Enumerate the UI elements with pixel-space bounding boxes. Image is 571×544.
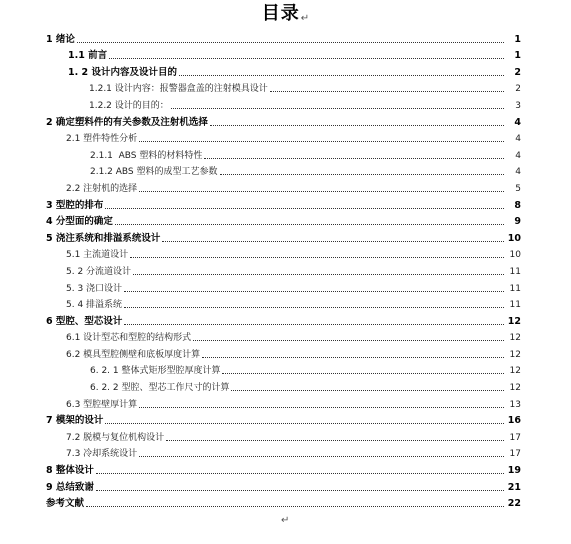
- document-title: 目录: [261, 3, 300, 24]
- toc-entry-title: 6.1 设计型芯和型腔的结构形式: [66, 333, 192, 344]
- dot-leader: [115, 224, 504, 225]
- dot-leader: [220, 174, 504, 175]
- toc-page-number: 19: [507, 465, 521, 477]
- toc-entry[interactable]: [0, 95, 571, 112]
- toc-entry-title: 5. 3 浇口设计: [66, 283, 123, 294]
- toc-page-number: 3: [515, 100, 521, 111]
- toc-entry-title: 5.1 主流道设计: [66, 250, 129, 261]
- toc-entry[interactable]: [0, 427, 571, 444]
- dot-leader: [105, 208, 504, 209]
- toc-entry-title: 6 型腔、型芯设计: [46, 315, 123, 327]
- toc-page-number: 12: [509, 349, 521, 360]
- paragraph-mark-icon: ↵: [281, 515, 290, 526]
- toc-entry[interactable]: [0, 477, 571, 494]
- toc-entry-title: 5. 2 分流道设计: [66, 266, 132, 277]
- title-row: [0, 2, 571, 28]
- toc-page-number: 12: [509, 383, 521, 394]
- dot-leader: [139, 456, 504, 457]
- toc-entry[interactable]: [0, 361, 571, 378]
- toc-entry[interactable]: [0, 377, 571, 394]
- toc-page-number: 5: [515, 183, 521, 194]
- toc-page-number: 1: [514, 50, 521, 62]
- toc-entry-title: 6.2 模具型腔侧壁和底板厚度计算: [66, 349, 201, 360]
- toc-page-number: 4: [515, 134, 521, 145]
- toc-page-number: 13: [509, 399, 521, 410]
- toc-page-number: 17: [509, 432, 521, 443]
- toc-entry-title: 参考文献: [46, 498, 85, 510]
- toc-page-number: 4: [514, 116, 521, 128]
- toc-entry[interactable]: [0, 178, 571, 195]
- toc-page-number: 11: [509, 283, 521, 294]
- toc-entry-title: 8 整体设计: [46, 465, 94, 477]
- toc-entry-title: 2.2 注射机的选择: [66, 183, 138, 194]
- toc-entry-title: 7.3 冷却系统设计: [66, 449, 138, 460]
- dot-leader: [96, 490, 504, 491]
- dot-leader: [124, 324, 504, 325]
- dot-leader: [139, 407, 504, 408]
- dot-leader: [193, 340, 504, 341]
- toc-entry-title: 7 模架的设计: [46, 415, 104, 427]
- toc-entry[interactable]: [0, 62, 571, 79]
- dot-leader: [222, 373, 504, 374]
- dot-leader: [96, 473, 504, 474]
- toc-page-number: 10: [509, 250, 521, 261]
- toc-page-number: 2: [514, 66, 521, 78]
- toc-entry[interactable]: [0, 46, 571, 63]
- dot-leader: [171, 108, 504, 109]
- toc-page-number: 22: [507, 498, 521, 510]
- dot-leader: [124, 291, 504, 292]
- toc-entry-title: 2.1 塑件特性分析: [66, 134, 138, 145]
- toc-entry-title: 5 浇注系统和排溢系统设计: [46, 232, 161, 244]
- toc-entry-title: 2.1.2 ABS 塑料的成型工艺参数: [90, 167, 218, 178]
- dot-leader: [86, 506, 504, 507]
- toc-page-number: 4: [515, 167, 521, 178]
- dot-leader: [139, 191, 504, 192]
- toc-page-number: 21: [507, 481, 521, 493]
- toc-page-number: 12: [509, 333, 521, 344]
- toc-entry-title: 6. 2. 2 型腔、型芯工作尺寸的计算: [90, 383, 230, 394]
- toc-entry-title: 5. 4 排溢系统: [66, 300, 123, 311]
- dot-leader: [202, 357, 504, 358]
- toc-entry-title: 2.1.1 ABS 塑料的材料特性: [90, 150, 203, 161]
- toc-entry[interactable]: [0, 311, 571, 328]
- toc-entry[interactable]: [0, 411, 571, 428]
- toc-entry-title: 1.2.2 设计的目的：: [89, 100, 169, 111]
- dot-leader: [109, 58, 504, 59]
- toc-entry-title: 1.1 前言: [68, 50, 108, 62]
- toc-entry[interactable]: [0, 245, 571, 262]
- toc-entry[interactable]: [0, 494, 571, 511]
- toc-entry[interactable]: [0, 261, 571, 278]
- toc-page-number: 10: [507, 232, 521, 244]
- toc-entry[interactable]: [0, 79, 571, 96]
- toc-entry-title: 1. 2 设计内容及设计目的: [68, 66, 177, 78]
- dot-leader: [130, 257, 504, 258]
- table-of-contents: [0, 29, 571, 510]
- toc-entry-title: 6. 2. 1 整体式矩形型腔厚度计算: [90, 366, 221, 377]
- toc-entry-title: 7.2 脱模与复位机构设计: [66, 432, 165, 443]
- dot-leader: [179, 75, 504, 76]
- toc-entry[interactable]: [0, 228, 571, 245]
- toc-page-number: 1: [514, 33, 521, 45]
- toc-page-number: 12: [507, 315, 521, 327]
- toc-page-number: 2: [515, 84, 521, 95]
- dot-leader: [204, 158, 504, 159]
- toc-entry[interactable]: [0, 344, 571, 361]
- toc-entry[interactable]: [0, 328, 571, 345]
- toc-page-number: 9: [514, 216, 521, 228]
- dot-leader: [231, 390, 504, 391]
- toc-entry[interactable]: [0, 112, 571, 129]
- paragraph-mark-icon: ↵: [300, 13, 310, 24]
- toc-entry-title: 2 确定塑料件的有关参数及注射机选择: [46, 116, 208, 128]
- toc-page-number: 11: [509, 300, 521, 311]
- toc-entry[interactable]: [0, 129, 571, 146]
- toc-page-number: 11: [509, 266, 521, 277]
- toc-entry[interactable]: [0, 162, 571, 179]
- toc-entry[interactable]: [0, 394, 571, 411]
- dot-leader: [166, 440, 504, 441]
- dot-leader: [77, 42, 504, 43]
- toc-page-number: 12: [509, 366, 521, 377]
- toc-entry[interactable]: [0, 278, 571, 295]
- toc-entry[interactable]: [0, 29, 571, 46]
- dot-leader: [105, 423, 504, 424]
- dot-leader: [139, 141, 504, 142]
- toc-entry[interactable]: [0, 212, 571, 229]
- toc-entry[interactable]: [0, 295, 571, 312]
- toc-page-number: 8: [514, 199, 521, 211]
- toc-entry-title: 6.3 型腔壁厚计算: [66, 399, 138, 410]
- toc-entry[interactable]: [0, 145, 571, 162]
- dot-leader: [162, 241, 504, 242]
- toc-entry[interactable]: [0, 444, 571, 461]
- toc-entry-title: 1.2.1 设计内容：报警器盒盖的注射模具设计: [89, 84, 268, 95]
- toc-entry[interactable]: [0, 460, 571, 477]
- dot-leader: [133, 274, 504, 275]
- toc-page-number: 17: [509, 449, 521, 460]
- dot-leader: [210, 125, 504, 126]
- toc-entry-title: 3 型腔的排布: [46, 199, 104, 211]
- toc-entry-title: 1 绪论: [46, 33, 75, 45]
- dot-leader: [124, 307, 504, 308]
- toc-page-number: 4: [515, 150, 521, 161]
- toc-entry-title: 9 总结致谢: [46, 481, 94, 493]
- toc-entry[interactable]: [0, 195, 571, 212]
- toc-entry-title: 4 分型面的确定: [46, 216, 113, 228]
- toc-page-number: 16: [507, 415, 521, 427]
- dot-leader: [270, 91, 504, 92]
